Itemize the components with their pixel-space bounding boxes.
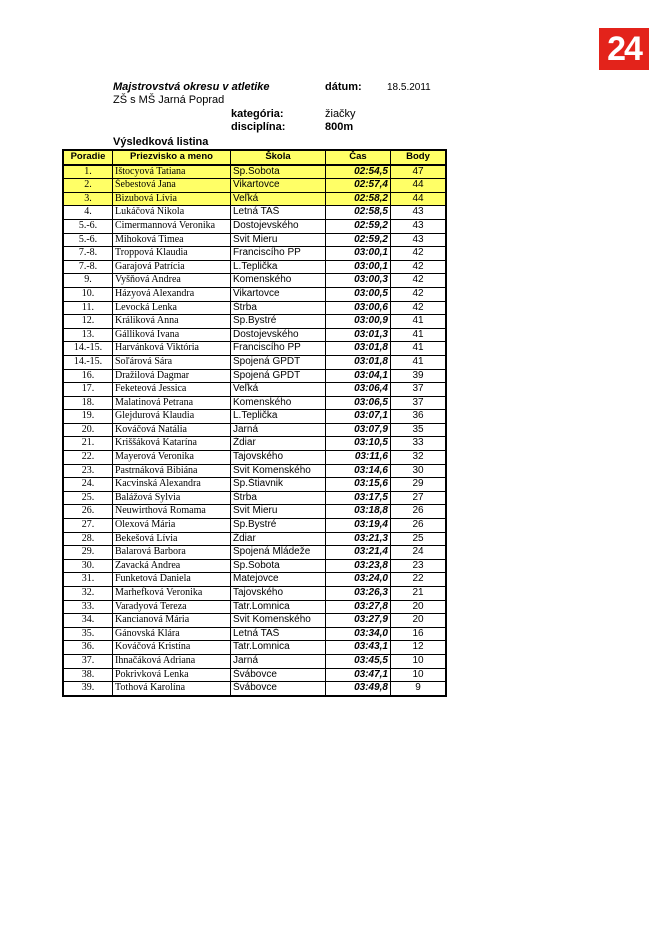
cell-time: 03:00,1 <box>326 260 391 274</box>
cell-points: 42 <box>391 274 447 288</box>
cell-time: 02:59,2 <box>326 233 391 247</box>
table-row <box>63 505 446 519</box>
cell-name: Bekešová Lívia <box>113 532 231 546</box>
cell-name: Levocká Lenka <box>113 301 231 315</box>
cell-time: 03:23,8 <box>326 559 391 573</box>
cell-rank: 32. <box>63 587 113 601</box>
cell-points: 47 <box>391 165 447 179</box>
cell-time: 03:14,6 <box>326 464 391 478</box>
cell-school: L.Teplička <box>231 260 326 274</box>
cell-rank: 18. <box>63 396 113 410</box>
cell-points: 20 <box>391 600 447 614</box>
cell-points: 24 <box>391 546 447 560</box>
cell-school: Sp.Štiavnik <box>231 478 326 492</box>
cell-name: Ištocyová Tatiana <box>113 165 231 179</box>
cell-points: 27 <box>391 491 447 505</box>
cell-school: Jarná <box>231 654 326 668</box>
col-time-header: Čas <box>326 150 391 165</box>
cell-name: Feketeová Jessica <box>113 383 231 397</box>
cell-school: Franciscího PP <box>231 247 326 261</box>
cell-points: 16 <box>391 627 447 641</box>
cell-points: 39 <box>391 369 447 383</box>
cell-school: Veľká <box>231 192 326 206</box>
cell-rank: 22. <box>63 451 113 465</box>
cell-rank: 36. <box>63 641 113 655</box>
cell-time: 03:07,1 <box>326 410 391 424</box>
cell-points: 10 <box>391 654 447 668</box>
cell-points: 41 <box>391 355 447 369</box>
cell-time: 03:26,3 <box>326 587 391 601</box>
cell-time: 03:19,4 <box>326 519 391 533</box>
cell-school: Spojená GPDT <box>231 369 326 383</box>
cell-name: Vyšňová Andrea <box>113 274 231 288</box>
cell-rank: 34. <box>63 614 113 628</box>
cell-school: Spojená Mládeže <box>231 546 326 560</box>
cell-name: Balarová Barbora <box>113 546 231 560</box>
event-title: Majstrovstvá okresu v atletike <box>113 81 270 93</box>
cell-school: Vikartovce <box>231 179 326 193</box>
cell-time: 03:00,1 <box>326 247 391 261</box>
cell-rank: 21. <box>63 437 113 451</box>
cell-school: Svit Mieru <box>231 505 326 519</box>
cell-name: Funketová Daniela <box>113 573 231 587</box>
cell-rank: 27. <box>63 519 113 533</box>
cell-school: Tajovského <box>231 451 326 465</box>
cell-name: Kováčová Kristína <box>113 641 231 655</box>
cell-points: 41 <box>391 315 447 329</box>
cell-name: Varadyová Tereza <box>113 600 231 614</box>
cell-time: 02:54,5 <box>326 165 391 179</box>
cell-time: 03:43,1 <box>326 641 391 655</box>
cell-name: Králiková Anna <box>113 315 231 329</box>
cell-school: Sp.Bystré <box>231 315 326 329</box>
cell-name: Mihoková Timea <box>113 233 231 247</box>
cell-name: Gálliková Ivana <box>113 328 231 342</box>
cell-school: Komenského <box>231 274 326 288</box>
table-row <box>63 682 446 696</box>
cell-school: Dostojevského <box>231 219 326 233</box>
col-rank-header: Poradie <box>63 150 113 165</box>
cell-rank: 31. <box>63 573 113 587</box>
cell-points: 42 <box>391 247 447 261</box>
cell-points: 42 <box>391 260 447 274</box>
cell-school: Svit Komenského <box>231 464 326 478</box>
cell-rank: 5.-6. <box>63 219 113 233</box>
cell-name: Zavacká Andrea <box>113 559 231 573</box>
table-row <box>63 614 446 628</box>
cell-school: Tatr.Lomnica <box>231 600 326 614</box>
table-row <box>63 668 446 682</box>
cell-rank: 33. <box>63 600 113 614</box>
cell-rank: 23. <box>63 464 113 478</box>
cell-rank: 11. <box>63 301 113 315</box>
cell-points: 29 <box>391 478 447 492</box>
table-row <box>63 519 446 533</box>
cell-rank: 30. <box>63 559 113 573</box>
table-row <box>63 573 446 587</box>
cell-rank: 17. <box>63 383 113 397</box>
cell-points: 42 <box>391 301 447 315</box>
cell-points: 30 <box>391 464 447 478</box>
table-row <box>63 627 446 641</box>
table-row <box>63 315 446 329</box>
cell-time: 03:45,5 <box>326 654 391 668</box>
discipline-value: 800m <box>325 121 354 133</box>
cell-time: 02:58,2 <box>326 192 391 206</box>
cell-school: Vikartovce <box>231 287 326 301</box>
cell-points: 43 <box>391 233 447 247</box>
cell-school: Sp.Bystré <box>231 519 326 533</box>
cell-points: 33 <box>391 437 447 451</box>
cell-points: 42 <box>391 287 447 301</box>
cell-school: Švábovce <box>231 682 326 696</box>
cell-name: Kacvinská Alexandra <box>113 478 231 492</box>
cell-rank: 7.-8. <box>63 260 113 274</box>
table-row <box>63 587 446 601</box>
cell-time: 03:00,9 <box>326 315 391 329</box>
table-row <box>63 260 446 274</box>
cell-school: Matejovce <box>231 573 326 587</box>
cell-school: L.Teplička <box>231 410 326 424</box>
cell-time: 03:27,9 <box>326 614 391 628</box>
cell-time: 03:15,6 <box>326 478 391 492</box>
cell-points: 26 <box>391 505 447 519</box>
table-row <box>63 274 446 288</box>
cell-school: Sp.Sobota <box>231 165 326 179</box>
cell-name: Lukáčová Nikola <box>113 206 231 220</box>
cell-time: 03:06,5 <box>326 396 391 410</box>
table-row <box>63 192 446 206</box>
cell-rank: 19. <box>63 410 113 424</box>
cell-rank: 5.-6. <box>63 233 113 247</box>
cell-rank: 26. <box>63 505 113 519</box>
cell-time: 03:10,5 <box>326 437 391 451</box>
cell-points: 44 <box>391 179 447 193</box>
table-row <box>63 410 446 424</box>
cell-school: Franciscího PP <box>231 342 326 356</box>
table-row <box>63 287 446 301</box>
cell-points: 25 <box>391 532 447 546</box>
cell-time: 03:00,3 <box>326 274 391 288</box>
cell-school: Jarná <box>231 423 326 437</box>
table-row <box>63 491 446 505</box>
cell-school: Ždiar <box>231 532 326 546</box>
cell-rank: 35. <box>63 627 113 641</box>
date-label: dátum: <box>325 81 362 93</box>
cell-time: 03:06,4 <box>326 383 391 397</box>
cell-points: 43 <box>391 219 447 233</box>
date-value: 18.5.2011 <box>387 82 431 93</box>
table-row <box>63 355 446 369</box>
cell-school: Letná TAŠ <box>231 627 326 641</box>
cell-points: 43 <box>391 206 447 220</box>
cell-rank: 20. <box>63 423 113 437</box>
cell-rank: 16. <box>63 369 113 383</box>
cell-rank: 14.-15. <box>63 342 113 356</box>
table-row <box>63 179 446 193</box>
table-row <box>63 301 446 315</box>
cell-points: 37 <box>391 396 447 410</box>
cell-school: Svit Mieru <box>231 233 326 247</box>
cell-time: 03:49,8 <box>326 682 391 696</box>
cell-school: Tatr.Lomnica <box>231 641 326 655</box>
cell-name: Házyová Alexandra <box>113 287 231 301</box>
cell-name: Mayerová Veronika <box>113 451 231 465</box>
brand-logo: 24 <box>599 28 649 70</box>
cell-school: Tajovského <box>231 587 326 601</box>
cell-time: 03:34,0 <box>326 627 391 641</box>
cell-rank: 28. <box>63 532 113 546</box>
cell-rank: 9. <box>63 274 113 288</box>
cell-time: 03:07,9 <box>326 423 391 437</box>
cell-rank: 29. <box>63 546 113 560</box>
cell-time: 03:21,3 <box>326 532 391 546</box>
cell-name: Dražilová Dagmar <box>113 369 231 383</box>
cell-rank: 13. <box>63 328 113 342</box>
table-row <box>63 559 446 573</box>
cell-rank: 25. <box>63 491 113 505</box>
cell-time: 03:00,6 <box>326 301 391 315</box>
cell-rank: 38. <box>63 668 113 682</box>
cell-time: 03:01,8 <box>326 355 391 369</box>
cell-name: Kováčová Natália <box>113 423 231 437</box>
table-row <box>63 600 446 614</box>
cell-school: Dostojevského <box>231 328 326 342</box>
table-row <box>63 342 446 356</box>
cell-rank: 10. <box>63 287 113 301</box>
cell-school: Letná TAŠ <box>231 206 326 220</box>
cell-name: Glejdurová Klaudia <box>113 410 231 424</box>
table-row <box>63 233 446 247</box>
table-row <box>63 423 446 437</box>
col-school-header: Škola <box>231 150 326 165</box>
cell-school: Sp.Sobota <box>231 559 326 573</box>
table-row <box>63 546 446 560</box>
cell-name: Bizubová Lívia <box>113 192 231 206</box>
cell-points: 41 <box>391 328 447 342</box>
table-row <box>63 641 446 655</box>
cell-points: 23 <box>391 559 447 573</box>
cell-points: 22 <box>391 573 447 587</box>
cell-time: 03:21,4 <box>326 546 391 560</box>
cell-points: 10 <box>391 668 447 682</box>
table-row <box>63 219 446 233</box>
cell-school: Komenského <box>231 396 326 410</box>
cell-time: 03:17,5 <box>326 491 391 505</box>
cell-points: 32 <box>391 451 447 465</box>
cell-name: Cimermannová Veronika <box>113 219 231 233</box>
table-row <box>63 247 446 261</box>
table-header-row <box>63 150 446 165</box>
cell-school: Štrba <box>231 491 326 505</box>
cell-time: 03:01,3 <box>326 328 391 342</box>
cell-school: Švábovce <box>231 668 326 682</box>
cell-name: Troppová Klaudia <box>113 247 231 261</box>
cell-rank: 39. <box>63 682 113 696</box>
table-row <box>63 165 446 179</box>
cell-name: Balážová Sylvia <box>113 491 231 505</box>
cell-name: Garajová Patrícia <box>113 260 231 274</box>
cell-points: 26 <box>391 519 447 533</box>
table-row <box>63 437 446 451</box>
cell-name: Olexová Mária <box>113 519 231 533</box>
cell-name: Kancianová Mária <box>113 614 231 628</box>
cell-points: 41 <box>391 342 447 356</box>
cell-rank: 24. <box>63 478 113 492</box>
cell-name: Soľárová Sára <box>113 355 231 369</box>
cell-time: 03:18,8 <box>326 505 391 519</box>
table-row <box>63 532 446 546</box>
cell-time: 02:59,2 <box>326 219 391 233</box>
results-title: Výsledková listina <box>113 136 209 148</box>
cell-time: 03:27,8 <box>326 600 391 614</box>
cell-time: 03:01,8 <box>326 342 391 356</box>
category-value: žiačky <box>325 108 356 120</box>
cell-time: 02:58,5 <box>326 206 391 220</box>
cell-rank: 14.-15. <box>63 355 113 369</box>
table-row <box>63 369 446 383</box>
cell-rank: 37. <box>63 654 113 668</box>
table-row <box>63 206 446 220</box>
table-row <box>63 383 446 397</box>
table-row <box>63 478 446 492</box>
table-row <box>63 654 446 668</box>
cell-time: 02:57,4 <box>326 179 391 193</box>
cell-school: Štrba <box>231 301 326 315</box>
cell-time: 03:11,6 <box>326 451 391 465</box>
cell-points: 36 <box>391 410 447 424</box>
cell-rank: 12. <box>63 315 113 329</box>
organizer: ZŠ s MŠ Jarná Poprad <box>113 94 225 106</box>
cell-rank: 1. <box>63 165 113 179</box>
cell-name: Neuwirthová Romama <box>113 505 231 519</box>
cell-name: Gánovská Klára <box>113 627 231 641</box>
cell-rank: 3. <box>63 192 113 206</box>
cell-points: 35 <box>391 423 447 437</box>
cell-points: 9 <box>391 682 447 696</box>
table-row <box>63 451 446 465</box>
category-label: kategória: <box>231 108 284 120</box>
cell-school: Veľká <box>231 383 326 397</box>
cell-name: Harvánková Viktória <box>113 342 231 356</box>
table-row <box>63 328 446 342</box>
cell-points: 44 <box>391 192 447 206</box>
cell-name: Malatinová Petrana <box>113 396 231 410</box>
cell-school: Svit Komenského <box>231 614 326 628</box>
cell-time: 03:04,1 <box>326 369 391 383</box>
table-row <box>63 396 446 410</box>
cell-school: Spojená GPDT <box>231 355 326 369</box>
cell-rank: 7.-8. <box>63 247 113 261</box>
cell-points: 21 <box>391 587 447 601</box>
results-table <box>62 149 447 697</box>
cell-name: Ihnačáková Adriana <box>113 654 231 668</box>
cell-name: Šebestová Jana <box>113 179 231 193</box>
cell-points: 20 <box>391 614 447 628</box>
cell-time: 03:00,5 <box>326 287 391 301</box>
cell-rank: 2. <box>63 179 113 193</box>
cell-time: 03:47,1 <box>326 668 391 682</box>
cell-name: Tothová Karolína <box>113 682 231 696</box>
cell-points: 37 <box>391 383 447 397</box>
cell-time: 03:24,0 <box>326 573 391 587</box>
cell-points: 12 <box>391 641 447 655</box>
cell-rank: 4. <box>63 206 113 220</box>
cell-name: Pastrnáková Bibiána <box>113 464 231 478</box>
col-points-header: Body <box>391 150 447 165</box>
discipline-label: disciplína: <box>231 121 286 133</box>
cell-name: Kriššáková Katarína <box>113 437 231 451</box>
cell-name: Pokrivková Lenka <box>113 668 231 682</box>
col-name-header: Priezvisko a meno <box>113 150 231 165</box>
cell-school: Ždiar <box>231 437 326 451</box>
cell-name: Marhefková Veronika <box>113 587 231 601</box>
table-row <box>63 464 446 478</box>
